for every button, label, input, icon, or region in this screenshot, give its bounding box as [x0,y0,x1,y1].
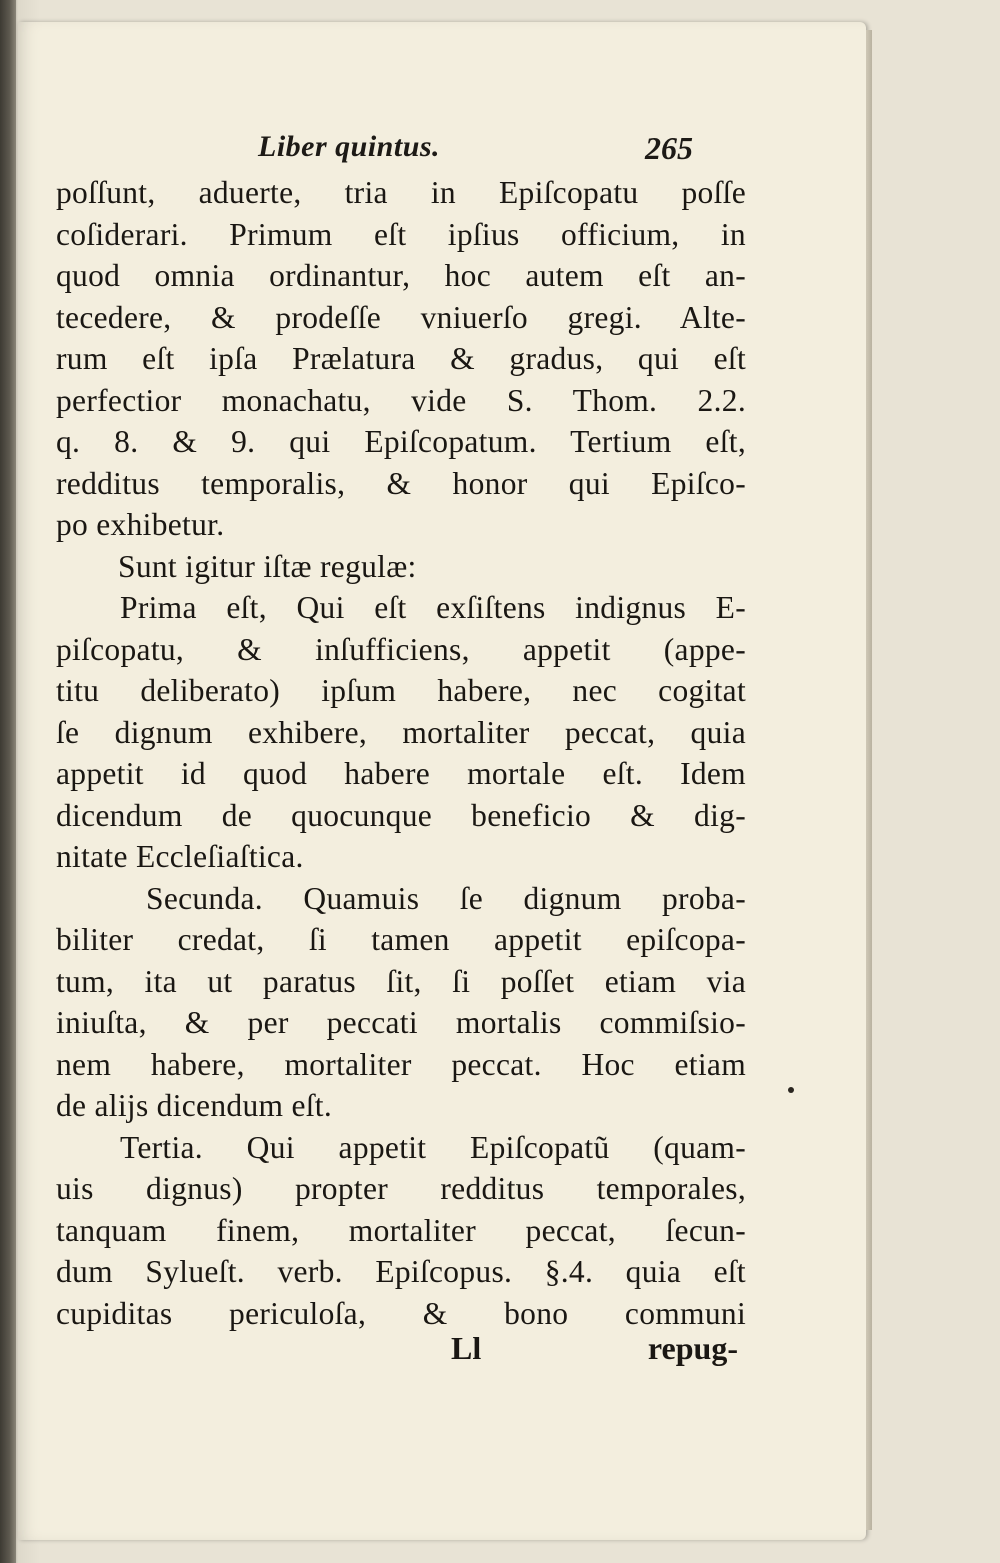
text-line: dum Sylueſt. verb. Epiſcopus. §.4. quia eſt [56,1254,746,1289]
text-block [56,172,746,1334]
text-line: nitate Eccleſiaſtica. [56,839,304,874]
text-line: titu deliberato) ipſum habere, nec cogitat [56,673,746,708]
ink-speck [788,1087,794,1093]
text-line: Sunt igitur iſtæ regulæ: [118,548,417,584]
text-line: Secunda. Quamuis ſe dignum proba- [146,880,746,916]
text-line: tecedere, & prodeſſe vniuerſo gregi. Alte- [56,299,746,335]
running-title: Liber quintus. [258,130,441,163]
text-line: redditus temporalis, & honor qui Epiſco- [56,465,746,501]
text-line: de alijs dicendum eſt. [56,1088,333,1123]
text-line: po exhibetur. [56,507,225,542]
text-line: Prima eſt, Qui eſt exſiſtens indignus E- [120,590,746,625]
text-line: ſe dignum exhibere, mortaliter peccat, quia [56,714,746,750]
running-head [60,130,740,174]
text-line: piſcopatu, & inſufficiens, appetit (appe- [56,631,746,667]
signature-mark: Ll [451,1330,482,1366]
text-line: q. 8. & 9. qui Epiſcopatum. Tertium eſt, [56,424,746,459]
text-line: biliter credat, ſi tamen appetit epiſcopa- [56,922,746,957]
book-spine [0,0,16,1563]
text-line: uis dignus) propter redditus temporales, [56,1171,746,1206]
text-line: perfectior monachatu, vide S. Thom. 2.2. [56,382,746,418]
catchword: repug- [647,1330,738,1366]
text-line: iniuſta, & per peccati mortalis commiſsio- [56,1005,746,1040]
text-line: cupiditas periculoſa, & bono communi [56,1295,746,1331]
text-line: nem habere, mortaliter peccat. Hoc etiam [56,1046,746,1082]
text-line: quod omnia ordinantur, hoc autem eſt an- [56,258,746,293]
text-line: poſſunt, aduerte, tria in Epiſcopatu poſſe [56,175,746,210]
text-line: appetit id quod habere mortale eſt. Idem [56,756,746,791]
text-line: Tertia. Qui appetit Epiſcopatũ (quam- [120,1129,746,1165]
text-line: coſiderari. Primum eſt ipſius officium, in [56,216,746,252]
text-line: rum eſt ipſa Prælatura & gradus, qui eſt [56,341,746,376]
page-number: 265 [645,130,693,166]
text-line: tanquam finem, mortaliter peccat, ſecun- [56,1212,746,1248]
text-line: dicendum de quocunque beneficio & dig- [56,797,746,833]
text-line: tum, ita ut paratus ſit, ſi poſſet etiam via [56,963,746,999]
page-footer [56,1330,746,1374]
page-edge [866,30,872,1530]
